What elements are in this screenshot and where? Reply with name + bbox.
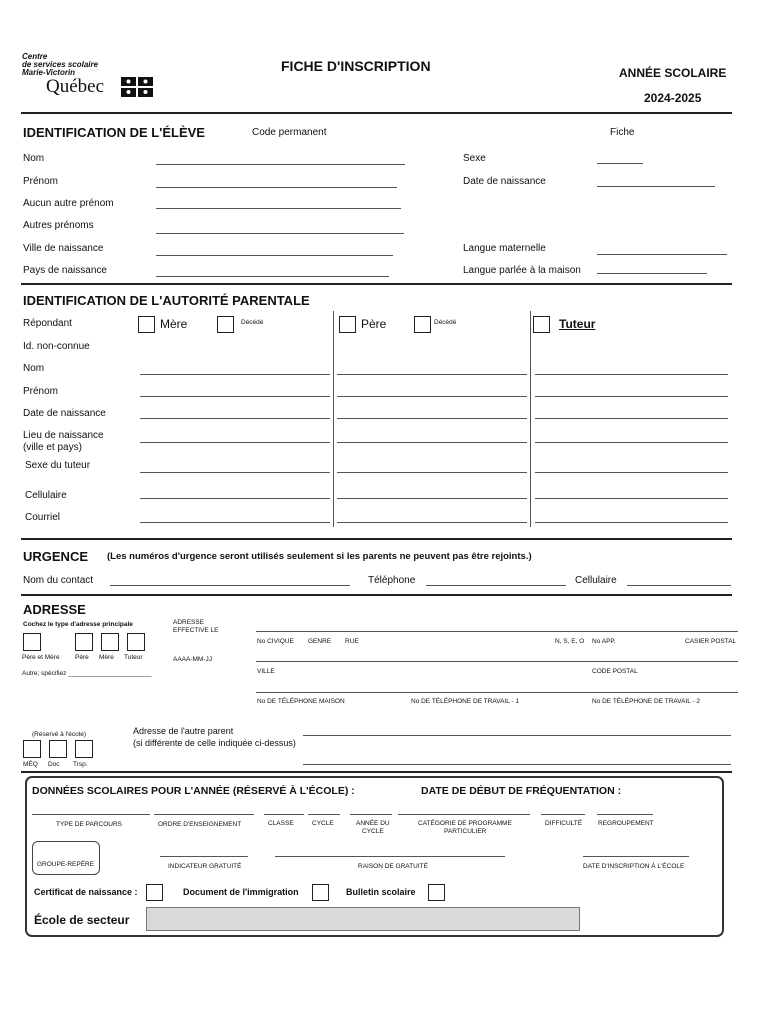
regroupement-label: REGROUPEMENT [598,820,654,827]
autre-specifiez-label: Autre; spécifiez _______________________ [22,670,152,677]
cochez-label: Cochez le type d'adresse principale [23,621,133,628]
adresse-mere-label: Mère [99,654,114,661]
org-name-line3: Marie-Victorin [22,68,76,77]
autre-parent-sublabel: (si différente de celle indiquée ci-dessus) [133,738,296,748]
address-line [256,661,738,662]
pere-decede-checkbox[interactable] [414,316,431,333]
autres-prenoms-label: Autres prénoms [23,220,94,231]
id-non-connue-label: Id. non-connue [23,341,90,352]
ordre-enseignement-label: ORDRE D'ENSEIGNEMENT [158,821,242,828]
tuteur-date-naissance-field[interactable] [535,406,728,419]
tel-travail1-label: No DE TÉLÉPHONE DE TRAVAIL - 1 [411,698,520,705]
categorie-label: CATÉGORIE DE PROGRAMME [418,820,512,827]
divider [21,771,732,773]
genre-label: GENRE [308,638,332,645]
aucun-autre-prenom-label: Aucun autre prénom [23,198,114,209]
adresse-effective-label: ADRESSE [173,619,205,626]
no-app-label: No APP. [592,638,616,645]
section-title-urgence: URGENCE [23,549,89,564]
adresse-pere-label: Père [75,654,89,661]
sexe-label: Sexe [463,153,486,164]
repondant-label: Répondant [23,318,72,329]
prenom-label: Prénom [23,176,59,187]
repondant-tuteur-checkbox[interactable] [533,316,550,333]
autres-prenoms-field[interactable] [156,221,404,234]
bulletin-label: Bulletin scolaire [346,887,416,897]
trsp-checkbox[interactable] [75,740,93,758]
fiche-label: Fiche [610,127,635,138]
mere-label: Mère [160,317,188,331]
pere-date-naissance-field[interactable] [337,406,527,419]
date-inscription-label: DATE D'INSCRIPTION À L'ÉCOLE [583,863,685,870]
nom-contact-field[interactable] [110,573,350,586]
trsp-label: Trsp. [73,761,88,768]
langue-parlee-label: Langue parlée à la maison [463,265,581,276]
ville-naissance-label: Ville de naissance [23,243,104,254]
parent-nom-label: Nom [23,363,45,374]
tel-travail2-label: No DE TÉLÉPHONE DE TRAVAIL - 2 [592,698,701,705]
mere-decede-label: Décédé [241,319,264,326]
mere-sexe-field[interactable] [140,460,330,473]
pays-naissance-label: Pays de naissance [23,265,107,276]
casier-postal-label: CASIER POSTAL [685,638,737,645]
form-title: FICHE D'INSCRIPTION [281,58,431,74]
date-format-label: AAAA-MM-JJ [173,656,212,663]
nom-field[interactable] [156,152,405,165]
divider [21,283,732,285]
tuteur-cellulaire-field[interactable] [535,486,728,499]
no-civique-label: No CIVIQUE [257,638,294,645]
column-divider [530,311,531,527]
urgence-note: (Les numéros d'urgence seront utilisés seulement si les parents ne peuvent pas être rejoints.) [107,551,532,562]
annee-cycle-label: ANNÉE DU [356,820,390,827]
code-postal-label: CODE POSTAL [592,668,638,675]
mere-courriel-field[interactable] [140,510,330,523]
bulletin-checkbox[interactable] [428,884,445,901]
reserve-ecole-label: (Réservé à l'école) [32,731,86,738]
doc-label: Doc [48,761,60,768]
mere-lieu-naissance-field[interactable] [140,430,330,443]
field-line [264,814,304,815]
tel-maison-label: No DE TÉLÉPHONE MAISON [257,698,345,705]
sexe-field[interactable] [597,151,643,164]
pere-courriel-field[interactable] [337,510,527,523]
raison-gratuite-label: RAISON DE GRATUITÉ [358,863,428,870]
org-name-line2: de services scolaire [22,60,99,69]
difficulte-label: DIFFICULTÉ [545,820,583,827]
mere-decede-checkbox[interactable] [217,316,234,333]
pere-label: Père [361,317,387,331]
tuteur-label: Tuteur [559,317,596,331]
langue-maternelle-label: Langue maternelle [463,243,546,254]
adresse-pere-checkbox[interactable] [75,633,93,651]
urgence-telephone-label: Téléphone [368,575,416,586]
pere-cellulaire-field[interactable] [337,486,527,499]
fleur-de-lis-flag-icon [121,77,153,97]
field-line [308,814,340,815]
langue-parlee-field[interactable] [597,261,707,274]
divider [21,538,732,540]
categorie-sublabel: PARTICULIER [444,828,487,835]
adresse-tuteur-label: Tuteur [124,654,143,661]
lieu-naissance-label: Lieu de naissance [23,430,104,441]
section-title-eleve: IDENTIFICATION DE L'ÉLÈVE [23,125,205,140]
address-line [256,631,738,632]
pere-mere-label: Père et Mère [22,654,60,661]
adresse-effective-label-2: EFFECTIVE LE [173,627,219,634]
adresse-tuteur-checkbox[interactable] [127,633,145,651]
pere-lieu-naissance-field[interactable] [337,430,527,443]
certificat-label: Certificat de naissance : [34,887,138,897]
meq-label: MÉQ [23,761,38,768]
ecole-secteur-field[interactable] [146,907,580,931]
field-line [541,814,585,815]
tuteur-sexe-field[interactable] [535,460,728,473]
immigration-checkbox[interactable] [312,884,329,901]
urgence-telephone-field[interactable] [426,573,566,586]
parent-cellulaire-label: Cellulaire [25,490,67,501]
date-debut-label: DATE DE DÉBUT DE FRÉQUENTATION : [421,785,622,797]
cycle-label: CYCLE [312,820,334,827]
parent-date-naissance-label: Date de naissance [23,408,106,419]
type-parcours-label: TYPE DE PARCOURS [56,821,122,828]
field-line [275,856,505,857]
quebec-wordmark: Québec [46,76,105,97]
ville-naissance-field[interactable] [156,243,393,256]
annee-cycle-sublabel: CYCLE [362,828,384,835]
sexe-tuteur-label: Sexe du tuteur [25,460,91,471]
pere-sexe-field[interactable] [337,460,527,473]
field-line [597,814,653,815]
immigration-label: Document de l'immigration [183,887,299,897]
divider [21,112,732,114]
ville-label: VILLE [257,668,275,675]
section-title-parent: IDENTIFICATION DE L'AUTORITÉ PARENTALE [23,293,310,308]
autre-parent-adresse-line2[interactable] [303,752,731,765]
autre-parent-adresse-line1[interactable] [303,723,731,736]
field-line [398,814,530,815]
adresse-pere-mere-checkbox[interactable] [23,633,41,651]
school-year-value: 2024-2025 [644,91,702,105]
rue-label: RUE [345,638,359,645]
doc-checkbox[interactable] [49,740,67,758]
tuteur-nom-field[interactable] [535,362,728,375]
urgence-cellulaire-field[interactable] [627,573,731,586]
mere-nom-field[interactable] [140,362,330,375]
section-title-donnees: DONNÉES SCOLAIRES POUR L'ANNÉE (RÉSERVÉ À L'ÉCOLE) : [32,785,355,797]
pays-naissance-field[interactable] [156,264,389,277]
field-line [160,856,248,857]
langue-maternelle-field[interactable] [597,242,727,255]
tuteur-lieu-naissance-field[interactable] [535,430,728,443]
nom-label: Nom [23,153,45,164]
classe-label: CLASSE [268,820,294,827]
pere-decede-label: Décédé [434,319,457,326]
field-line [583,856,689,857]
org-name-line1: Centre [22,52,48,61]
date-naissance-field[interactable] [597,174,715,187]
certificat-checkbox[interactable] [146,884,163,901]
aucun-autre-prenom-field[interactable] [156,196,401,209]
divider [21,594,732,596]
mere-cellulaire-field[interactable] [140,486,330,499]
nom-contact-label: Nom du contact [23,575,94,586]
parent-courriel-label: Courriel [25,512,61,523]
adresse-mere-checkbox[interactable] [101,633,119,651]
address-line [256,692,738,693]
prenom-field[interactable] [156,175,397,188]
ecole-secteur-label: École de secteur [34,913,130,927]
mere-date-naissance-field[interactable] [140,406,330,419]
groupe-repere-label: GROUPE-REPÈRE [37,861,95,868]
meq-checkbox[interactable] [23,740,41,758]
indicateur-gratuite-label: INDICATEUR GRATUITÉ [168,863,242,870]
mere-prenom-field[interactable] [140,384,330,397]
lieu-naissance-sublabel: (ville et pays) [23,442,82,453]
school-year-label: ANNÉE SCOLAIRE [619,66,727,80]
parent-prenom-label: Prénom [23,386,59,397]
field-line [154,814,254,815]
autre-parent-label: Adresse de l'autre parent [133,726,234,736]
column-divider [333,311,334,527]
repondant-pere-checkbox[interactable] [339,316,356,333]
pere-nom-field[interactable] [337,362,527,375]
section-title-adresse: ADRESSE [23,602,86,617]
field-line [350,814,392,815]
code-permanent-label: Code permanent [252,127,327,138]
repondant-mere-checkbox[interactable] [138,316,155,333]
tuteur-courriel-field[interactable] [535,510,728,523]
date-naissance-label: Date de naissance [463,176,546,187]
groupe-repere-box[interactable] [32,841,100,875]
urgence-cellulaire-label: Cellulaire [575,575,617,586]
tuteur-prenom-field[interactable] [535,384,728,397]
nseo-label: N, S, E, O [555,638,585,645]
pere-prenom-field[interactable] [337,384,527,397]
field-line [32,814,150,815]
